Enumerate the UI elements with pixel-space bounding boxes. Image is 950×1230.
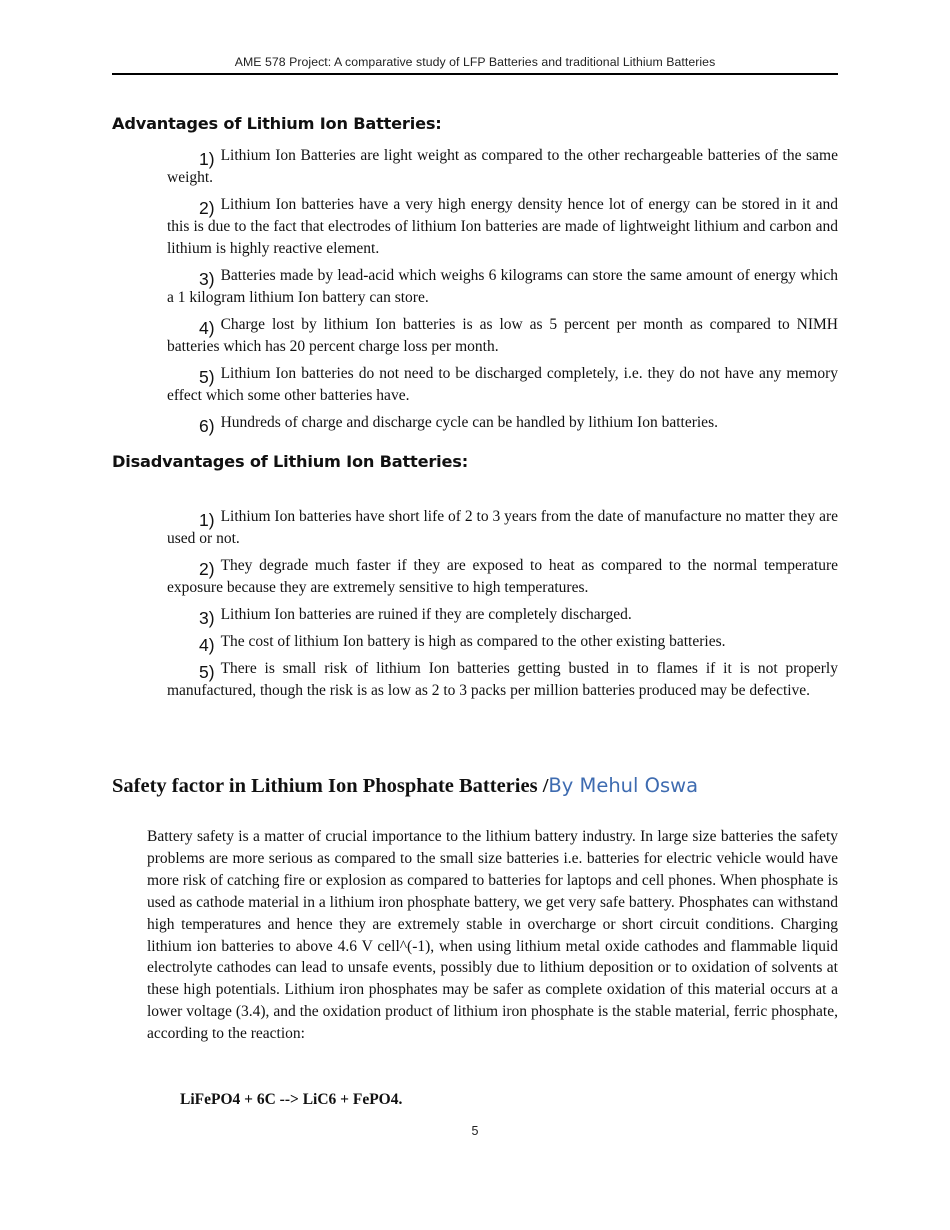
advantages-list — [167, 143, 838, 437]
list-item: 1) Lithium Ion Batteries are light weight as compared to the other rechargeable batteries of the same weight. — [167, 147, 838, 186]
list-item: 3) Batteries made by lead-acid which weighs 6 kilograms can store the same amount of energy which a 1 kilogram lithium Ion battery can store. — [167, 267, 838, 306]
list-item: 3) Lithium Ion batteries are ruined if they are completely discharged. — [199, 606, 632, 628]
list-item: 5) Lithium Ion batteries do not need to be discharged completely, i.e. they do not have any memory effect which some other batteries have. — [167, 365, 838, 404]
header-rule — [112, 73, 838, 75]
advantages-heading: Advantages of Lithium Ion Batteries: — [112, 114, 442, 133]
reaction-equation: LiFePO4 + 6C --> LiC6 + FePO4. — [180, 1091, 403, 1108]
running-header: AME 578 Project: A comparative study of LFP Batteries and traditional Lithium Batteries — [234, 55, 716, 69]
safety-paragraph: Battery safety is a matter of crucial importance to the lithium battery industry. In large size batteries the safety problems are more serious as compared to the small size batteries i.e. batteries for electric vehicle would have more risk of catching fire or explosion as compared to batteries for laptops and cell phones. When phosphate is used as cathode material in a lithium iron phosphate battery, we get very safe battery. Phosphates can withstand high temperatures and hence they are extremely stable in overcharge or short circuit conditions. Charging lithium ion batteries to above 4.6 V cell^(-1), when using lithium metal oxide cathodes and flammable liquid electrolyte cathodes can lead to unsafe events, possibly due to lithium deposition or to oxidation of solvents at these high potentials. Lithium iron phosphates may be safer as complete oxidation of this material occurs at a lower voltage (3.4), and the oxidation product of lithium iron phosphate is the stable material, ferric phosphate, according to the reaction: — [147, 828, 838, 1043]
list-item: 6) Hundreds of charge and discharge cycle can be handled by lithium Ion batteries. — [199, 414, 718, 436]
safety-heading — [112, 774, 698, 798]
disadvantages-list — [167, 504, 838, 705]
list-item: 2) Lithium Ion batteries have a very high energy density hence lot of energy can be stored in it and this is due to the fact that electrodes of lithium Ion batteries are made of lightweight lithium and carbon and lithium is highly reactive element. — [167, 196, 838, 257]
list-item: 5) There is small risk of lithium Ion batteries getting busted in to flames if it is not properly manufactured, though the risk is as low as 2 to 3 packs per million batteries produced may be defective. — [167, 660, 838, 699]
disadvantages-heading: Disadvantages of Lithium Ion Batteries: — [112, 452, 468, 471]
list-item: 4) Charge lost by lithium Ion batteries is as low as 5 percent per month as compared to NIMH batteries which has 20 percent charge loss per month. — [167, 316, 838, 355]
page-number: 5 — [471, 1124, 479, 1138]
author-byline: By Mehul Oswa — [548, 774, 699, 797]
list-item: 1) Lithium Ion batteries have short life of 2 to 3 years from the date of manufacture no matter they are used or not. — [167, 508, 838, 547]
safety-heading-text: Safety factor in Lithium Ion Phosphate Batteries — [112, 775, 538, 797]
list-item: 2) They degrade much faster if they are exposed to heat as compared to the normal temperature exposure because they are extremely sensitive to high temperatures. — [167, 557, 838, 596]
list-item: 4) The cost of lithium Ion battery is high as compared to the other existing batteries. — [199, 633, 726, 655]
heading-separator: / — [537, 775, 549, 797]
